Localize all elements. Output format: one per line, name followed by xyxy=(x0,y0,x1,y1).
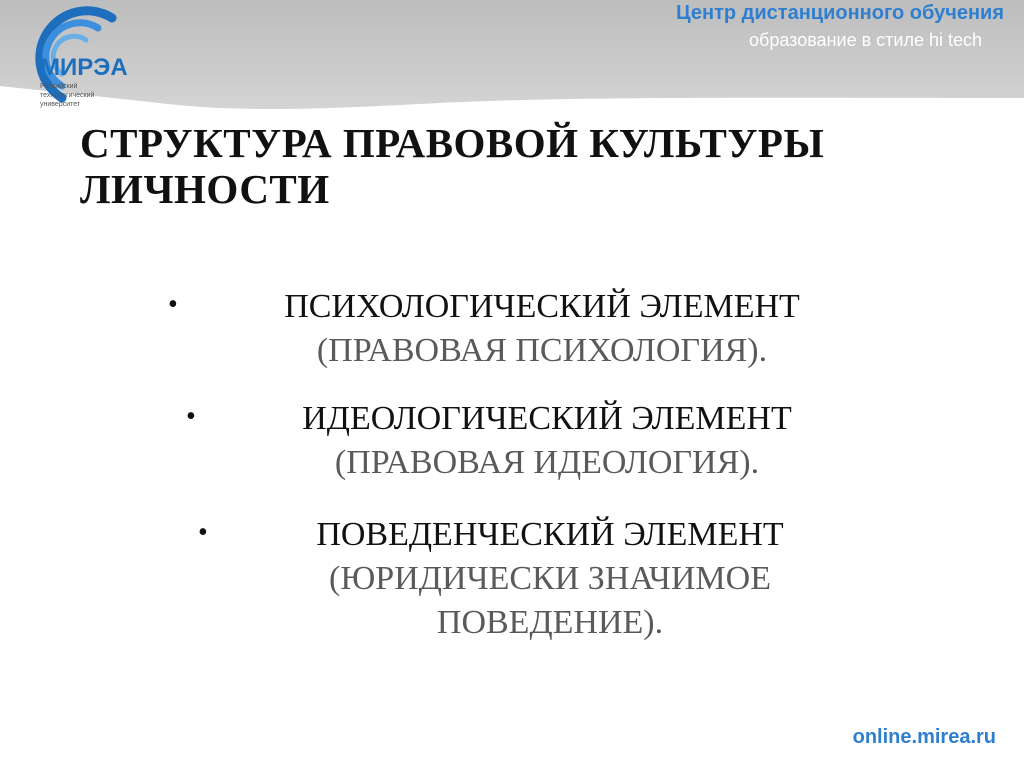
slide-title xyxy=(80,120,960,212)
bullet-marker: • xyxy=(186,401,196,432)
slide-title-line-1: СТРУКТУРА ПРАВОВОЙ КУЛЬТУРЫ xyxy=(80,120,825,166)
bullet-marker: • xyxy=(198,517,208,548)
bullet-sub-text: (ПРАВОВАЯ ПСИХОЛОГИЯ). xyxy=(316,332,768,369)
bullet-main-text: ИДЕОЛОГИЧЕСКИЙ ЭЛЕМЕНТ xyxy=(302,400,792,437)
mirea-logo xyxy=(0,0,200,118)
logo-name: МИРЭА xyxy=(40,54,128,81)
bullet-main-text: ПСИХОЛОГИЧЕСКИЙ ЭЛЕМЕНТ xyxy=(284,288,800,325)
bullet-sub-text: (ПРАВОВАЯ ИДЕОЛОГИЯ). xyxy=(334,444,760,481)
slide-title-line-2: ЛИЧНОСТИ xyxy=(80,166,330,212)
logo-tagline-1: Российский xyxy=(40,83,78,90)
bullet-marker: • xyxy=(168,289,178,320)
logo-tagline-2: технологический xyxy=(40,92,95,99)
header-title: Центр дистанционного обучения xyxy=(676,2,1004,24)
header-subtitle: образование в стиле hi tech xyxy=(749,30,982,50)
bullet-sub-text: (ЮРИДИЧЕСКИ ЗНАЧИМОЕ xyxy=(329,560,771,597)
bullet-sub-text: ПОВЕДЕНИЕ). xyxy=(436,604,664,641)
bullet-main-text: ПОВЕДЕНЧЕСКИЙ ЭЛЕМЕНТ xyxy=(316,516,784,553)
footer-link[interactable]: online.mirea.ru xyxy=(852,726,996,748)
logo-tagline-3: университет xyxy=(40,101,81,108)
